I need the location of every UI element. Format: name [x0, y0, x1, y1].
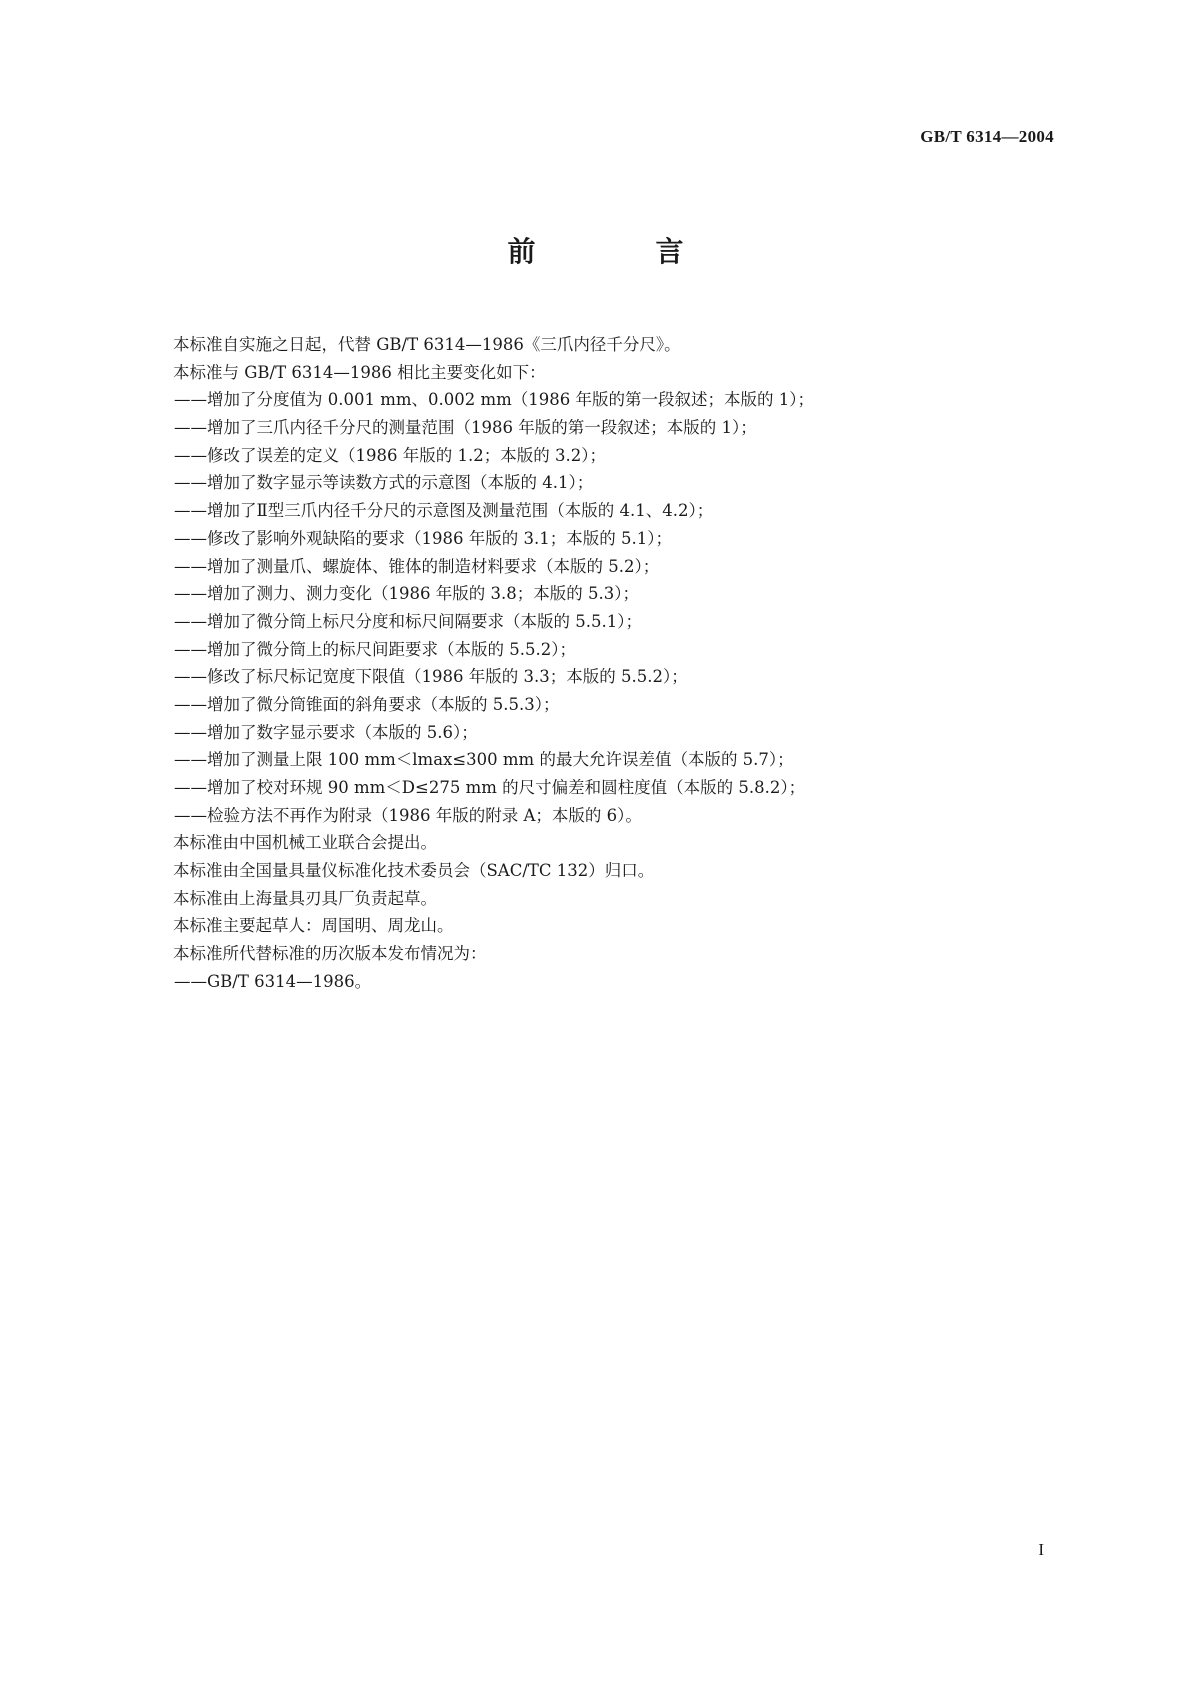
paragraph-line: 本标准由全国量具量仪标准化技术委员会（SAC/TC 132）归口。 — [173, 861, 655, 881]
change-item: ——修改了误差的定义（1986 年版的 1.2；本版的 3.2）； — [174, 445, 606, 465]
change-item: ——增加了数字显示等读数方式的示意图（本版的 4.1）； — [174, 473, 594, 493]
change-item: ——GB/T 6314—1986。 — [174, 971, 372, 991]
change-item: ——增加了数字显示要求（本版的 5.6）； — [174, 722, 478, 742]
change-item: ——修改了影响外观缺陷的要求（1986 年版的 3.1；本版的 5.1）； — [174, 528, 672, 548]
change-item: ——增加了微分筒上标尺分度和标尺间隔要求（本版的 5.5.1）； — [174, 611, 642, 631]
paragraph-line: 本标准所代替标准的历次版本发布情况为： — [173, 944, 487, 964]
page-number: I — [1038, 1540, 1044, 1559]
page-title: 前 言 — [507, 235, 730, 268]
paragraph-line: 本标准自实施之日起，代替 GB/T 6314—1986《三爪内径千分尺》。 — [173, 335, 681, 354]
change-item: ——修改了标尺标记宽度下限值（1986 年版的 3.3；本版的 5.5.2）； — [174, 667, 688, 687]
change-item: ——检验方法不再作为附录（1986 年版的附录 A；本版的 6）。 — [174, 805, 642, 825]
change-item: ——增加了测力、测力变化（1986 年版的 3.8；本版的 5.3）； — [174, 584, 639, 604]
standard-code: GB/T 6314—2004 — [920, 127, 1054, 146]
foreword-body — [173, 331, 1053, 996]
paragraph-line: 本标准由中国机械工业联合会提出。 — [173, 833, 437, 853]
change-item: ——增加了测量上限 100 mm＜lmax≤300 mm 的最大允许误差值（本版的 5.7）； — [174, 750, 794, 770]
change-item: ——增加了三爪内径千分尺的测量范围（1986 年版的第一段叙述；本版的 1）； — [174, 418, 757, 438]
change-item: ——增加了校对环规 90 mm＜D≤275 mm 的尺寸偏差和圆柱度值（本版的 5.8.2）； — [174, 778, 806, 797]
change-item: ——增加了微分筒锥面的斜角要求（本版的 5.5.3）； — [174, 694, 560, 714]
paragraph-line: 本标准主要起草人：周国明、周龙山。 — [173, 916, 454, 936]
change-item: ——增加了微分筒上的标尺间距要求（本版的 5.5.2）； — [174, 639, 576, 659]
change-item: ——增加了测量爪、螺旋体、锥体的制造材料要求（本版的 5.2）； — [174, 556, 660, 576]
paragraph-line: 本标准与 GB/T 6314—1986 相比主要变化如下： — [173, 362, 546, 382]
change-item: ——增加了分度值为 0.001 mm、0.002 mm（1986 年版的第一段叙述；本版的 1）； — [174, 390, 815, 410]
change-item: ——增加了Ⅱ型三爪内径千分尺的示意图及测量范围（本版的 4.1、4.2）； — [174, 501, 714, 521]
paragraph-line: 本标准由上海量具刃具厂负责起草。 — [173, 888, 437, 908]
